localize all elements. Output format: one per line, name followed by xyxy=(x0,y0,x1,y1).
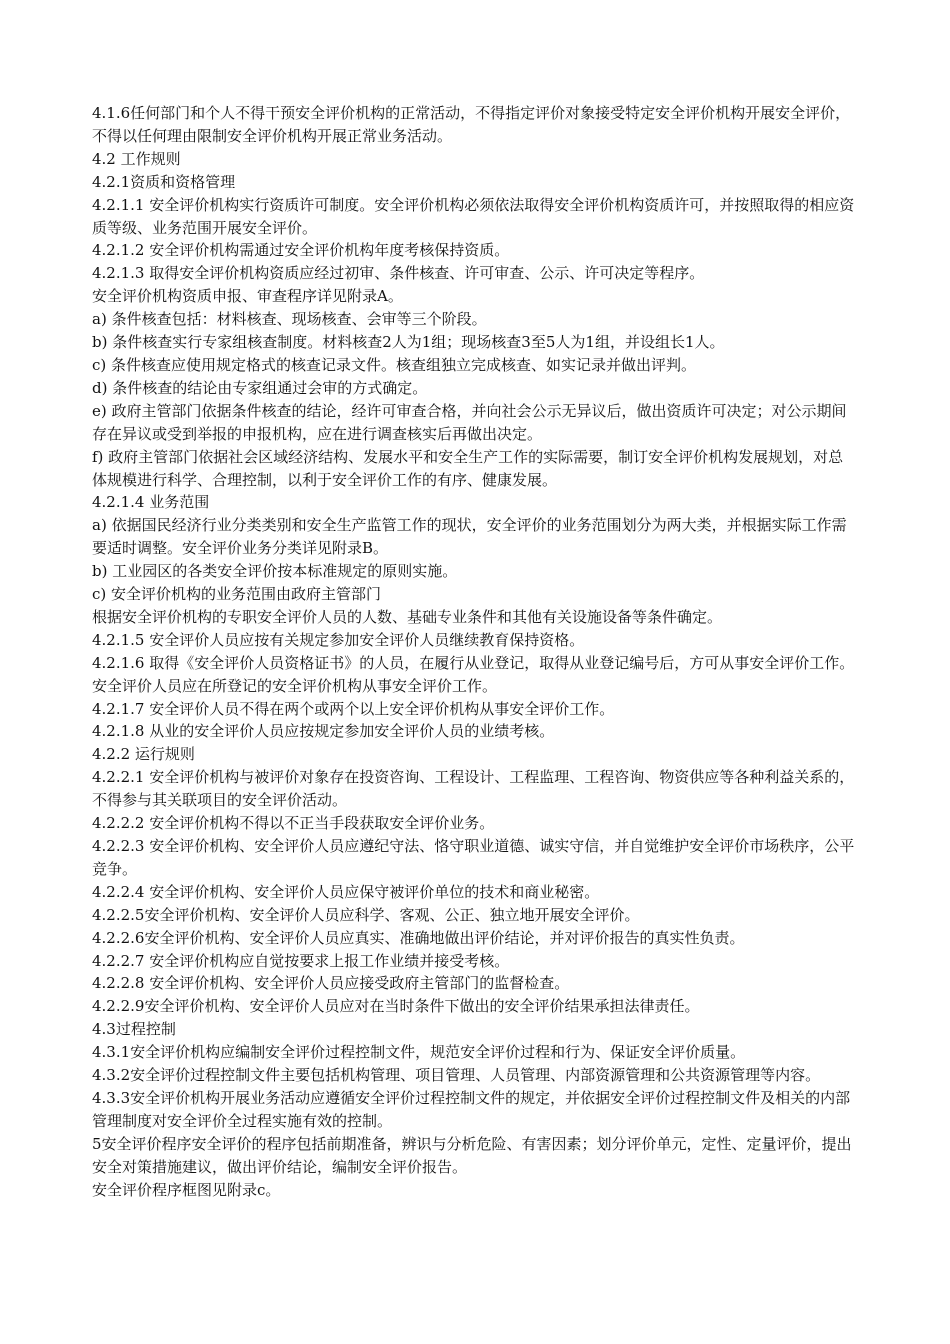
paragraph-4-2-2-6: 4.2.2.6安全评价机构、安全评价人员应真实、准确地做出评价结论，并对评价报告的真实性负责。 xyxy=(92,928,745,947)
paragraph-4-3-2: 4.3.2安全评价过程控制文件主要包括机构管理、项目管理、人员管理、内部资源管理和公共资源管理等内容。 xyxy=(92,1066,821,1085)
section-heading-4-3: 4.3过程控制 xyxy=(92,1020,176,1039)
list-item-b: b) 条件核查实行专家组核查制度。材料核查2人为1组；现场核查3至5人为1组，并设组长1人。 xyxy=(92,333,725,352)
paragraph-4-1-6: 4.1.6任何部门和个人不得干预安全评价机构的正常活动，不得指定评价对象接受特定安全评价机构开展安全评价，不得以任何理由限制安全评价机构开展正常业务活动。 xyxy=(92,104,851,145)
paragraph-4-2-1-5: 4.2.1.5 安全评价人员应按有关规定参加安全评价人员继续教育保持资格。 xyxy=(92,630,585,649)
paragraph-4-2-2-2: 4.2.2.2 安全评价机构不得以不正当手段获取安全评价业务。 xyxy=(92,814,495,833)
paragraph-5-evaluation-procedure: 5安全评价程序安全评价的程序包括前期准备，辨识与分析危险、有害因素；划分评价单元，定性、定量评价，提出安全对策措施建议，做出评价结论，编制安全评价报告。 xyxy=(92,1134,852,1176)
paragraph-4-2-1-2: 4.2.1.2 安全评价机构需通过安全评价机构年度考核保持资质。 xyxy=(92,241,510,260)
paragraph-4-2-1-6: 4.2.1.6 取得《安全评价人员资格证书》的人员，在履行从业登记，取得从业登记编号后，方可从事安全评价工作。安全评价人员应在所登记的安全评价机构从事安全评价工作。 xyxy=(92,653,855,695)
section-heading-4-2-2: 4.2.2 运行规则 xyxy=(92,745,195,764)
document-body xyxy=(92,102,858,1202)
paragraph-4-2-1-8: 4.2.1.8 从业的安全评价人员应按规定参加安全评价人员的业绩考核。 xyxy=(92,722,555,741)
paragraph-4-2-2-7: 4.2.2.7 安全评价机构应自觉按要求上报工作业绩并接受考核。 xyxy=(92,951,510,970)
list-item-e: e) 政府主管部门依据条件核查的结论，经许可审查合格，并向社会公示无异议后，做出资质许可决定；对公示期间存在异议或受到举报的申报机构，应在进行调查核实后再做出决定。 xyxy=(92,401,847,443)
paragraph-appendix-c-note: 安全评价程序框图见附录c。 xyxy=(92,1180,281,1199)
paragraph-appendix-a-note: 安全评价机构资质申报、审查程序详见附录A。 xyxy=(92,287,403,306)
paragraph-4-2-1-1: 4.2.1.1 安全评价机构实行资质许可制度。安全评价机构必须依法取得安全评价机构资质许可，并按照取得的相应资质等级、业务范围开展安全评价。 xyxy=(92,195,855,237)
paragraph-4-3-1: 4.3.1安全评价机构应编制安全评价过程控制文件，规范安全评价过程和行为、保证安全评价质量。 xyxy=(92,1043,746,1062)
paragraph-4-2-2-3: 4.2.2.3 安全评价机构、安全评价人员应遵纪守法、恪守职业道德、诚实守信，并自觉维护安全评价市场秩序，公平竞争。 xyxy=(92,837,855,878)
paragraph-4-2-2-9: 4.2.2.9安全评价机构、安全评价人员应对在当时条件下做出的安全评价结果承担法律责任。 xyxy=(92,997,700,1016)
scope-item-c: c) 安全评价机构的业务范围由政府主管部门 xyxy=(92,585,382,604)
scope-item-c-continued: 根据安全评价机构的专职安全评价人员的人数、基础专业条件和其他有关设施设备等条件确定。 xyxy=(92,607,723,626)
paragraph-4-2-2-1: 4.2.2.1 安全评价机构与被评价对象存在投资咨询、工程设计、工程监理、工程咨询、物资供应等各种利益关系的，不得参与其关联项目的安全评价活动。 xyxy=(92,768,855,810)
paragraph-4-2-1-3: 4.2.1.3 取得安全评价机构资质应经过初审、条件核查、许可审查、公示、许可决定等程序。 xyxy=(92,264,705,283)
list-item-d: d) 条件核查的结论由专家组通过会审的方式确定。 xyxy=(92,378,428,397)
paragraph-4-3-3: 4.3.3安全评价机构开展业务活动应遵循安全评价过程控制文件的规定，并依据安全评价过程控制文件及相关的内部管理制度对安全评价全过程实施有效的控制。 xyxy=(92,1088,851,1130)
list-item-a: a) 条件核查包括：材料核查、现场核查、会审等三个阶段。 xyxy=(92,310,487,329)
paragraph-4-2-2-4: 4.2.2.4 安全评价机构、安全评价人员应保守被评价单位的技术和商业秘密。 xyxy=(92,882,600,901)
scope-item-a: a) 依据国民经济行业分类类别和安全生产监管工作的现状，安全评价的业务范围划分为两大类，并根据实际工作需要适时调整。安全评价业务分类详见附录B。 xyxy=(92,516,847,558)
list-item-c: c) 条件核查应使用规定格式的核查记录文件。核查组独立完成核查、如实记录并做出评判。 xyxy=(92,355,697,374)
list-item-f: f) 政府主管部门依据社会区域经济结构、发展水平和安全生产工作的实际需要，制订安全评价机构发展规划，对总体规模进行科学、合理控制，以利于安全评价工作的有序、健康发展。 xyxy=(92,447,844,489)
paragraph-4-2-2-5: 4.2.2.5安全评价机构、安全评价人员应科学、客观、公正、独立地开展安全评价。 xyxy=(92,905,640,924)
paragraph-4-2-1-7: 4.2.1.7 安全评价人员不得在两个或两个以上安全评价机构从事安全评价工作。 xyxy=(92,699,615,718)
scope-item-b: b) 工业园区的各类安全评价按本标准规定的原则实施。 xyxy=(92,562,458,581)
section-heading-4-2-1: 4.2.1资质和资格管理 xyxy=(92,172,236,191)
section-heading-4-2: 4.2 工作规则 xyxy=(92,149,181,168)
section-heading-4-2-1-4: 4.2.1.4 业务范围 xyxy=(92,493,210,512)
paragraph-4-2-2-8: 4.2.2.8 安全评价机构、安全评价人员应接受政府主管部门的监督检查。 xyxy=(92,974,570,993)
